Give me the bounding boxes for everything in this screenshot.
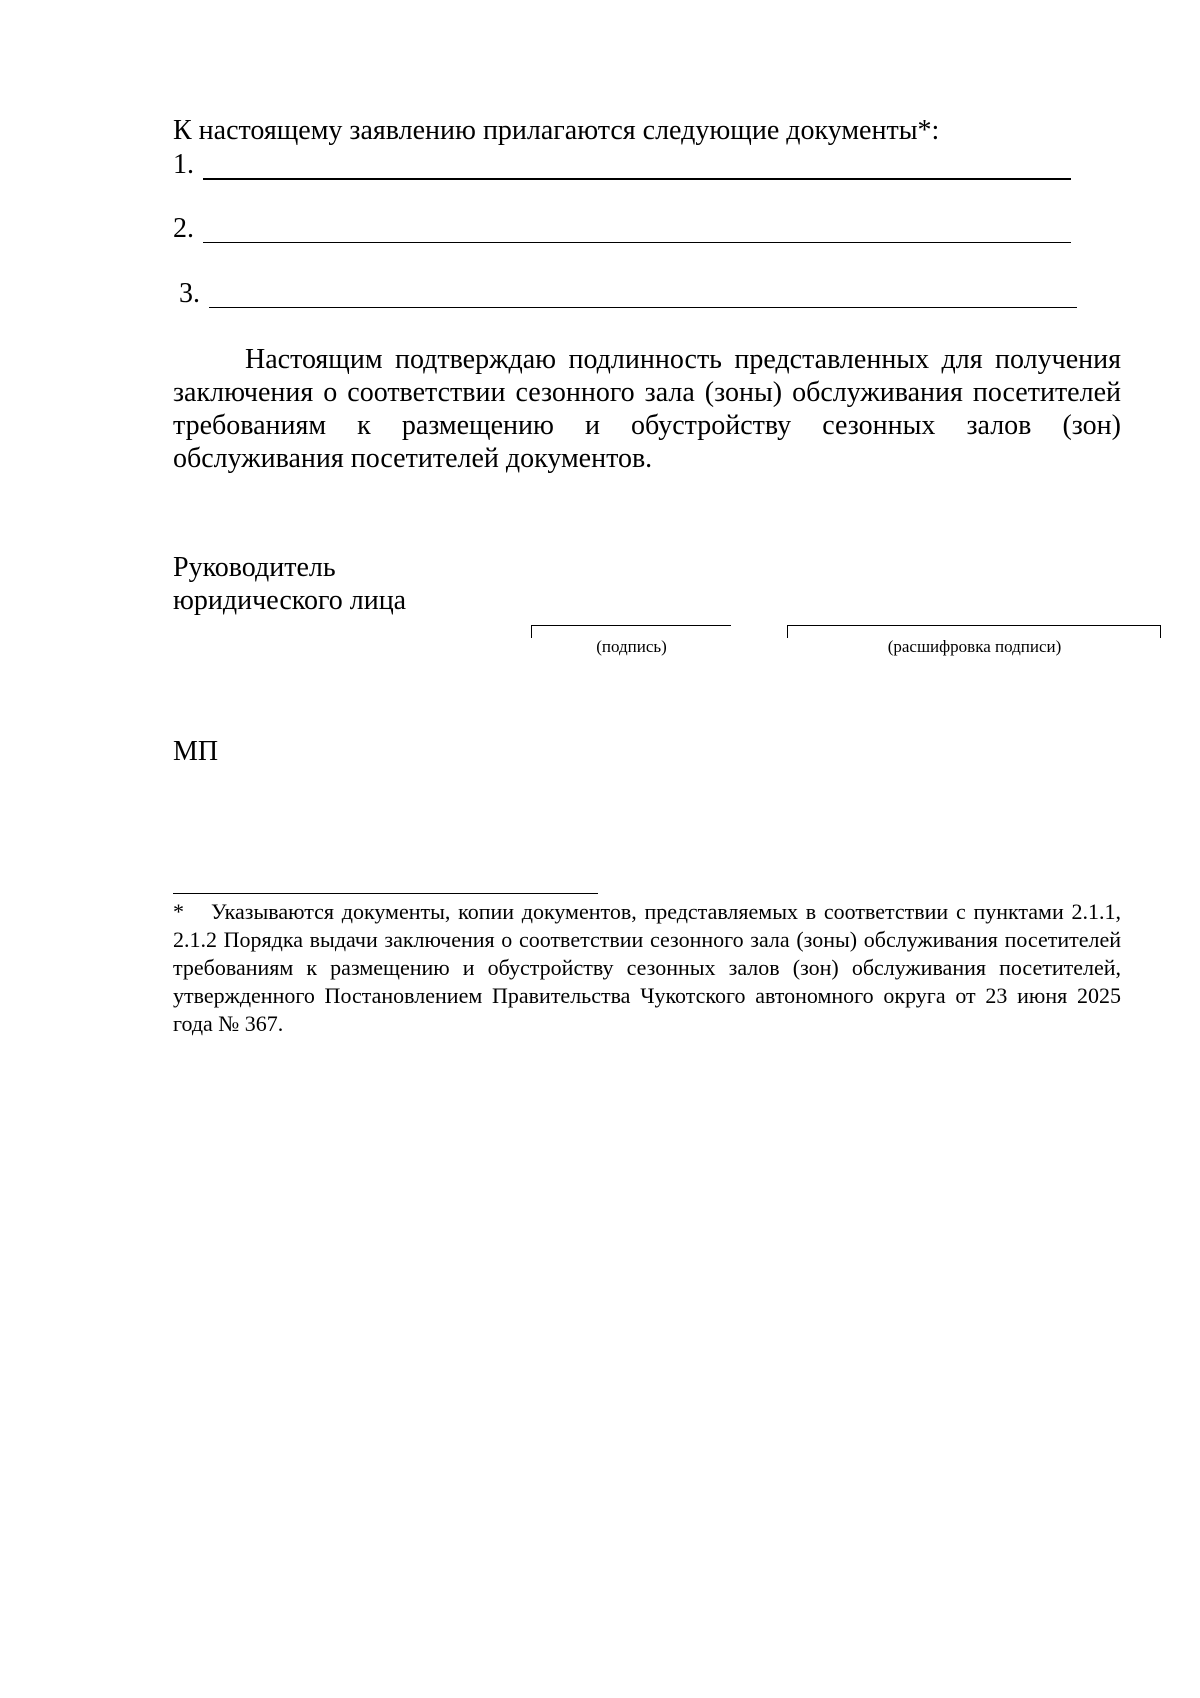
signer-title-line2: юридического лица <box>173 585 407 616</box>
footnote-mark: * <box>173 899 184 924</box>
stamp-place-label: МП <box>173 736 219 767</box>
attachment-item-number: 2. <box>173 213 194 244</box>
attachment-item-number: 3. <box>179 278 200 309</box>
signature-decoding-caption: (расшифровка подписи) <box>887 637 1062 656</box>
footnote-text: Указываются документы, копии документов, представляемых в соответствии с пунктами 2.1.1, 2.1.2 Порядка выдачи заключения о соответствии сезонного зала (зоны) обслуживания посетителей требованиям к размещению и обустройству сезонных залов (зон) обслуживания посетителей, утвержденного Постановлением Правительства Чукотского автономного округа от 23 июня 2025 года № 367. <box>173 899 1121 1036</box>
footnote <box>173 898 1121 1038</box>
authenticity-confirmation: Настоящим подтверждаю подлинность представленных для получения заключения о соответствии сезонного зала (зоны) обслуживания посетителей требованиям к размещению и обустройству сезонных залов (зон) обслуживания посетителей документов. <box>173 344 1121 474</box>
attachment-item-number: 1. <box>173 149 194 180</box>
attachments-intro: К настоящему заявлению прилагаются следующие документы*: <box>173 115 940 146</box>
attachment-blank-line <box>203 178 1071 180</box>
signer-title-line1: Руководитель <box>173 552 336 583</box>
signature-caption: (подпись) <box>596 637 667 656</box>
attachment-blank-line <box>209 307 1077 308</box>
attachment-blank-line <box>203 242 1071 243</box>
footnote-separator <box>173 893 598 894</box>
signer-title <box>173 551 406 617</box>
